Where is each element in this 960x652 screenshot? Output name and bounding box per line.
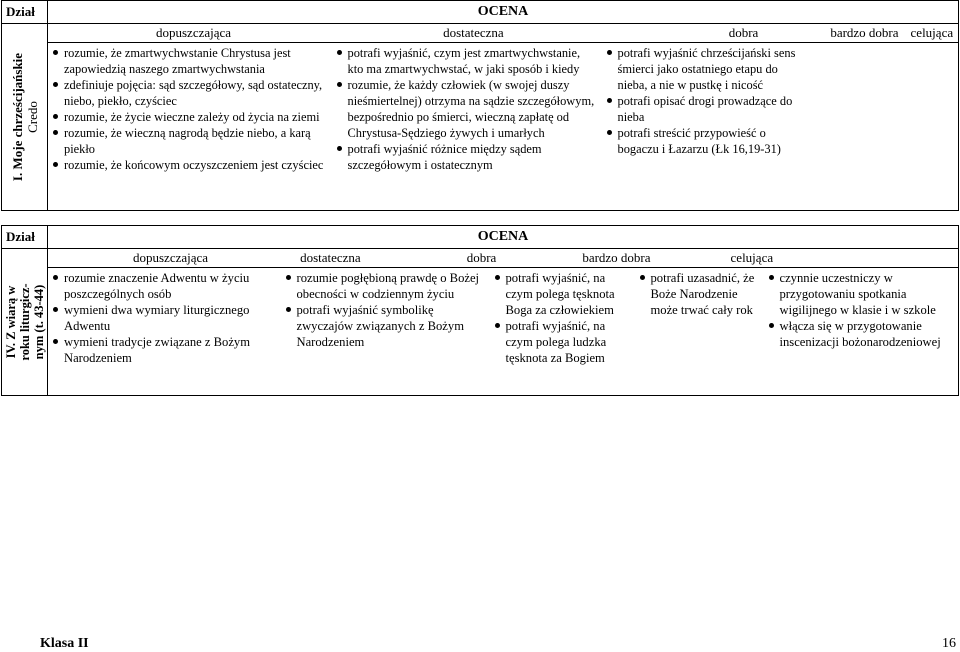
requirement-item xyxy=(297,270,486,302)
requirement-item xyxy=(348,77,598,141)
requirement-item xyxy=(651,270,760,318)
bullet-icon xyxy=(53,307,58,312)
section-title xyxy=(10,17,40,217)
requirement-text: rozumie znaczenie Adwentu w życiu poszczególnych osób xyxy=(64,271,250,301)
requirement-text: potrafi wyjaśnić różnice między sądem szczegółowym i ostatecznym xyxy=(347,142,542,172)
requirements-column xyxy=(635,268,764,396)
requirement-item xyxy=(64,302,277,334)
requirement-text: wymieni tradycje związane z Bożym Narodzeniem xyxy=(64,335,251,365)
bullet-icon xyxy=(286,275,291,280)
section-title-line: roku liturgicz- xyxy=(17,283,32,361)
bullet-icon xyxy=(53,162,58,167)
ocena-header: OCENA xyxy=(48,226,959,249)
requirement-text: potrafi opisać drogi prowadzące do nieba xyxy=(617,94,793,124)
grade-level: dobra xyxy=(728,25,759,40)
bullet-icon xyxy=(53,130,58,135)
section-title-line: IV. Z wiarą w xyxy=(3,285,18,359)
bullet-icon xyxy=(607,50,612,55)
grade-level: celująca xyxy=(910,25,954,40)
requirement-text: czynnie uczestniczy w przygotowaniu spotkania wigilijnego w klasie i w szkole xyxy=(779,271,936,317)
requirement-item xyxy=(618,93,808,125)
requirement-item xyxy=(506,318,631,366)
bullet-icon xyxy=(53,50,58,55)
bullet-icon xyxy=(640,275,645,280)
requirement-text: rozumie, że życie wieczne zależy od życia na ziemi xyxy=(64,110,320,124)
requirement-item xyxy=(64,45,328,77)
requirements-column xyxy=(332,43,602,211)
ocena-header: OCENA xyxy=(48,1,959,24)
requirement-item xyxy=(64,125,328,157)
bullet-icon xyxy=(607,98,612,103)
requirement-item xyxy=(618,125,808,157)
requirement-item xyxy=(64,157,328,173)
requirement-item xyxy=(64,270,277,302)
requirement-item xyxy=(506,270,631,318)
grade-level: bardzo dobra xyxy=(582,250,651,265)
bullet-icon xyxy=(769,275,774,280)
section-title-line: nym (t. 43-44) xyxy=(31,284,46,360)
table-advent xyxy=(1,225,959,396)
requirements-column xyxy=(764,268,959,396)
requirement-text: potrafi streścić przypowieść o bogaczu i Łazarzu (Łk 16,19-31) xyxy=(617,126,781,156)
grade-level: dostateczna xyxy=(300,250,361,265)
bullet-icon xyxy=(286,307,291,312)
requirement-item xyxy=(64,77,328,109)
requirement-item xyxy=(348,45,598,77)
section-title-line: I. Moje chrześcijańskie xyxy=(9,52,25,182)
requirement-item xyxy=(348,141,598,173)
grade-level: dopuszczająca xyxy=(156,25,232,40)
section-title-cell xyxy=(2,24,48,211)
requirement-text: potrafi wyjaśnić, na czym polega tęsknota Boga za człowiekiem xyxy=(505,271,615,317)
grade-level: dostateczna xyxy=(443,25,504,40)
grade-level: dobra xyxy=(466,250,497,265)
bullet-icon xyxy=(53,114,58,119)
grade-level: dopuszczająca xyxy=(133,250,209,265)
grade-level: bardzo dobra xyxy=(830,25,899,40)
bullet-icon xyxy=(495,275,500,280)
requirement-text: potrafi wyjaśnić, na czym polega ludzka tęsknota za Bogiem xyxy=(505,319,607,365)
requirement-text: potrafi wyjaśnić chrześcijański sens śmierci jako ostatniego etapu do nieba, a nie w pustkę i nicość xyxy=(617,46,796,92)
section-title xyxy=(4,252,46,392)
bullet-icon xyxy=(337,82,342,87)
requirements-column xyxy=(490,268,635,396)
requirement-text: rozumie, że końcowym oczyszczeniem jest czyściec xyxy=(64,158,324,172)
requirement-text: potrafi uzasadnić, że Boże Narodzenie może trwać cały rok xyxy=(650,271,755,317)
bullet-icon xyxy=(53,82,58,87)
requirement-text: rozumie, że wieczną nagrodą będzie niebo, a karą piekło xyxy=(64,126,311,156)
requirement-item xyxy=(780,318,955,350)
requirement-text: potrafi wyjaśnić, czym jest zmartwychwstanie, kto ma zmartwychwstać, w jaki sposób i kiedy xyxy=(347,46,581,76)
requirements-column xyxy=(281,268,490,396)
bullet-icon xyxy=(53,339,58,344)
requirement-text: wymieni dwa wymiary liturgicznego Adwentu xyxy=(64,303,250,333)
section-title-line: Credo xyxy=(24,101,40,133)
requirement-item xyxy=(780,270,955,318)
bullet-icon xyxy=(495,323,500,328)
requirements-column xyxy=(602,43,959,211)
page-number: 16 xyxy=(942,636,956,651)
requirement-item xyxy=(64,109,328,125)
requirement-text: rozumie, że każdy człowiek (w swojej duszy nieśmiertelnej) otrzyma na sądzie szczegółowym, bezpośrednio po śmierci, wieczną zapłatę od Chrystusa-Sędziego żywych i umarłych xyxy=(347,78,595,140)
bullet-icon xyxy=(769,323,774,328)
grade-levels-row xyxy=(48,24,959,43)
dzial-header: Dział xyxy=(2,226,48,249)
class-label: Klasa II xyxy=(40,636,89,651)
bullet-icon xyxy=(53,275,58,280)
section-title-cell xyxy=(2,249,48,396)
grade-level: celująca xyxy=(730,250,774,265)
requirement-text: potrafi wyjaśnić symbolikę zwyczajów związanych z Bożym Narodzeniem xyxy=(296,303,464,349)
table-credo xyxy=(1,0,959,211)
bullet-icon xyxy=(607,130,612,135)
bullet-icon xyxy=(337,50,342,55)
requirement-text: włącza się w przygotowanie inscenizacji bożonarodzeniowej xyxy=(779,319,941,349)
bullet-icon xyxy=(337,146,342,151)
requirement-item xyxy=(618,45,808,93)
grade-levels-row xyxy=(48,249,959,268)
requirement-item xyxy=(64,334,277,366)
requirements-column xyxy=(48,268,281,396)
dzial-header: Dział xyxy=(2,1,48,24)
requirement-text: zdefiniuje pojęcia: sąd szczegółowy, sąd ostateczny, niebo, piekło, czyściec xyxy=(64,78,323,108)
requirement-text: rozumie, że zmartwychwstanie Chrystusa jest zapowiedzią naszego zmartwychwstania xyxy=(64,46,291,76)
requirements-column xyxy=(48,43,332,211)
requirement-text: rozumie pogłębioną prawdę o Bożej obecności w codziennym życiu xyxy=(296,271,480,301)
requirement-item xyxy=(297,302,486,350)
